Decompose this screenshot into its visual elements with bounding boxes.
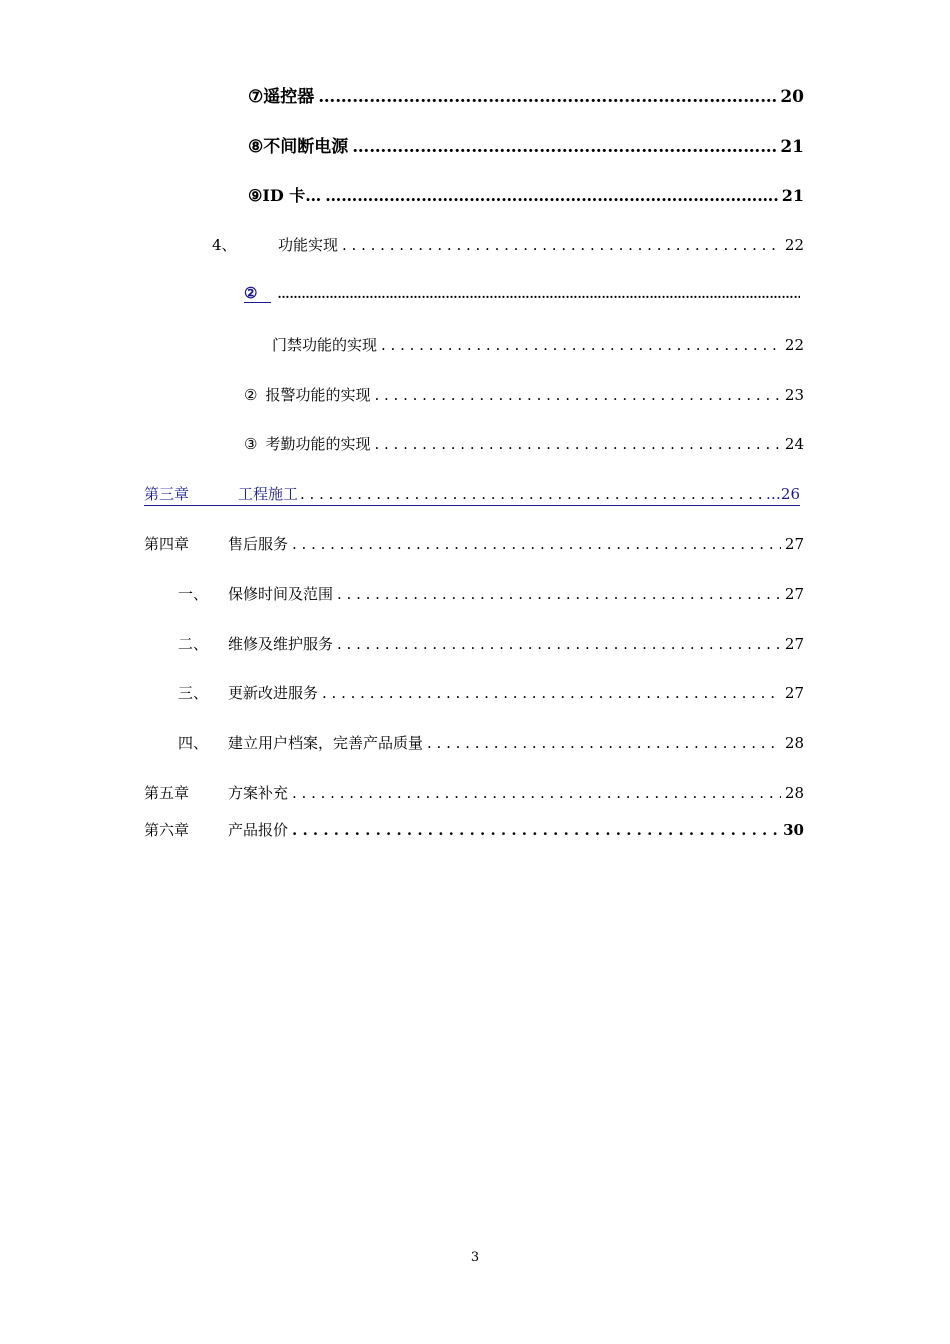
toc-entry-title: 不间断电源 <box>263 137 349 157</box>
toc-chapter-number: 第三章 <box>144 485 190 503</box>
toc-entry[interactable] <box>178 682 804 703</box>
toc-leader-dots <box>374 435 780 453</box>
page-number: 3 <box>470 1250 480 1265</box>
toc-entry[interactable] <box>178 732 804 753</box>
toc-entry-number: 三、 <box>178 684 209 702</box>
toc-entry-title: 保修时间及范围 <box>228 585 334 603</box>
toc-entry[interactable] <box>178 583 804 604</box>
toc-entry-number: 4、 <box>212 236 237 254</box>
toc-entry-number: ⑦ <box>248 87 264 107</box>
toc-leader-dots <box>337 585 781 603</box>
toc-entry-title: 维修及维护服务 <box>228 635 334 653</box>
toc-leader-dots <box>381 336 781 354</box>
toc-chapter[interactable] <box>144 819 804 840</box>
toc-entry-title: 更新改进服务 <box>228 684 319 702</box>
toc-leader-dots <box>318 87 776 107</box>
toc-chapter-title: 产品报价 <box>228 821 289 839</box>
toc-entry-link[interactable] <box>244 284 804 303</box>
toc-entry-title: 门禁功能的实现 <box>272 336 378 354</box>
toc-chapter-link[interactable] <box>144 483 800 506</box>
toc-chapter-page: 28 <box>784 784 804 802</box>
toc-leader-dots <box>427 734 781 752</box>
toc-entry[interactable] <box>244 433 804 454</box>
toc-entry-number: 二、 <box>178 635 209 653</box>
toc-entry-number: 四、 <box>178 734 209 752</box>
toc-entry[interactable] <box>248 132 804 157</box>
toc-chapter-title: 售后服务 <box>228 535 289 553</box>
toc-leader-dots <box>325 186 777 205</box>
toc-entry-page: 24 <box>784 435 804 453</box>
toc-entry[interactable] <box>248 82 804 107</box>
toc-leader-dots <box>342 236 781 254</box>
toc-entry[interactable] <box>272 334 804 355</box>
toc-entry-number: ③ <box>244 435 258 453</box>
toc-chapter-title: 工程施工 <box>238 485 299 503</box>
toc-entry-page: 23 <box>784 386 804 404</box>
toc-entry-title: 建立用户档案，完善产品质量 <box>228 734 424 752</box>
toc-entry[interactable] <box>244 384 804 405</box>
toc-leader-dots <box>322 684 781 702</box>
toc-chapter[interactable] <box>144 782 804 803</box>
toc-entry-number: ② <box>244 386 258 404</box>
toc-chapter[interactable] <box>144 533 804 554</box>
toc-leader-dots <box>374 386 780 404</box>
toc-entry-page: 27 <box>784 585 804 603</box>
toc-entry-number: ⑨ <box>248 186 263 205</box>
toc-leader-dots <box>300 485 762 503</box>
toc-entry-page: 22 <box>784 336 804 354</box>
toc-entry-title: ID 卡… <box>262 186 322 205</box>
toc-chapter-number: 第四章 <box>144 535 190 553</box>
toc-entry-page: 21 <box>780 137 804 157</box>
toc-leader-dots <box>352 137 776 157</box>
toc-entry-title: 功能实现 <box>278 236 339 254</box>
toc-chapter-number: 第六章 <box>144 821 190 839</box>
toc-entry[interactable] <box>178 633 804 654</box>
toc-leader-dots <box>292 821 779 839</box>
toc-leader-dots <box>337 635 781 653</box>
toc-entry-page: 20 <box>780 87 804 107</box>
toc-entry-page: 28 <box>784 734 804 752</box>
toc-chapter-number: 第五章 <box>144 784 190 802</box>
toc-entry-title: 考勤功能的实现 <box>265 435 371 453</box>
toc-entry[interactable] <box>248 183 804 206</box>
toc-leader-dots <box>292 535 781 553</box>
toc-chapter-title: 方案补充 <box>228 784 289 802</box>
toc-entry-page: 27 <box>784 635 804 653</box>
toc-entry-number: ⑧ <box>248 137 264 157</box>
toc-entry-page: 21 <box>781 186 804 205</box>
toc-leader-dots <box>277 287 800 301</box>
toc-entry-number: 一、 <box>178 585 209 603</box>
toc-leader-dots <box>292 784 781 802</box>
toc-entry-page: 22 <box>784 236 804 254</box>
toc-entry-page: 27 <box>784 684 804 702</box>
toc-chapter-page: 30 <box>783 821 804 839</box>
toc-entry-title: 遥控器 <box>263 87 315 107</box>
toc-chapter-page: …26 <box>765 485 800 503</box>
toc-chapter-page: 27 <box>784 535 804 553</box>
toc-entry[interactable] <box>212 234 804 255</box>
toc-entry-title: 报警功能的实现 <box>265 386 371 404</box>
toc-entry-number: ② <box>244 284 271 303</box>
